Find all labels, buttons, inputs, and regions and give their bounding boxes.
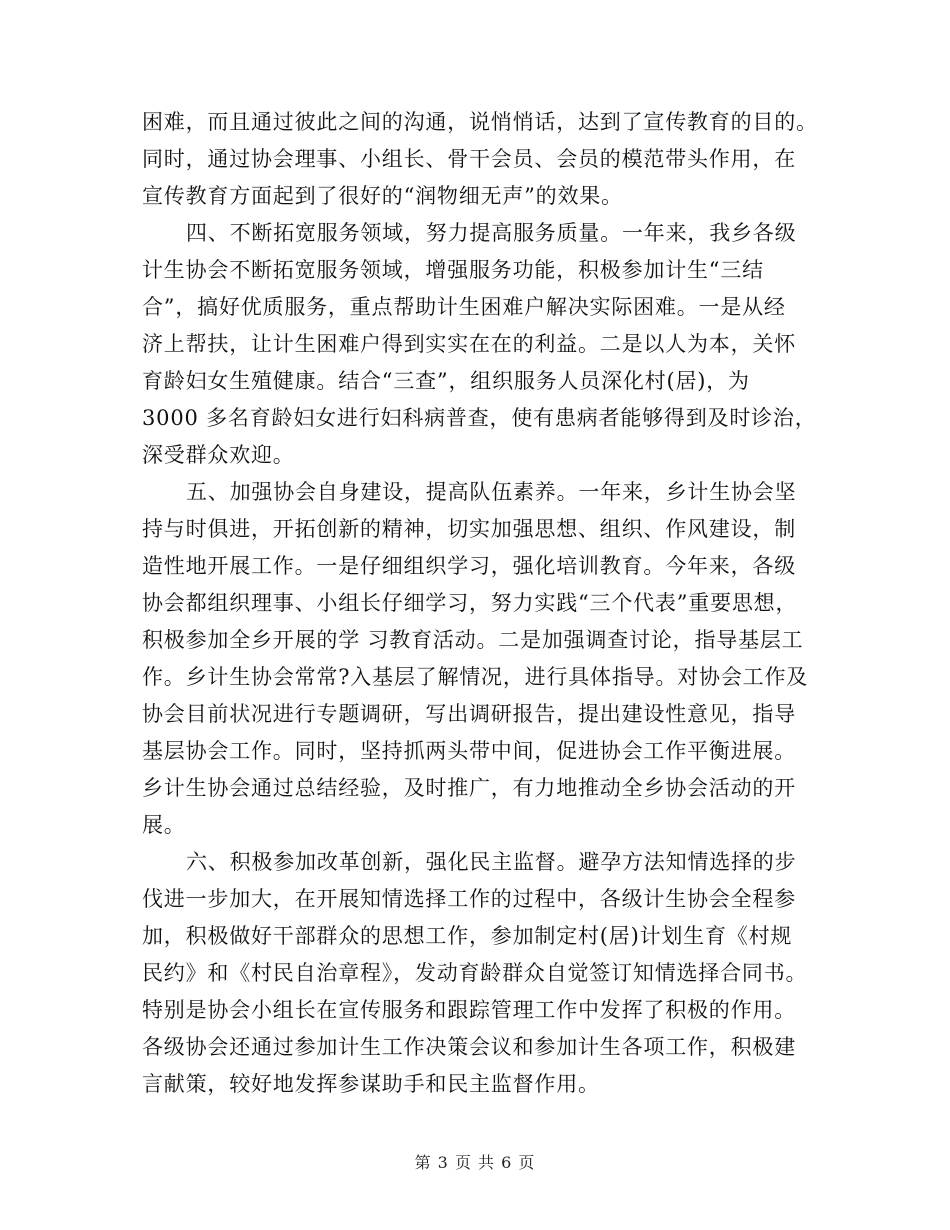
text-line: 积极参加全乡开展的学 习教育活动。二是加强调查讨论，指导基层工 <box>142 628 804 652</box>
text-line: 育龄妇女生殖健康。结合“三查”，组织服务人员深化村(居)，为 <box>142 369 750 393</box>
paragraph-start-line: 六、积极参加改革创新，强化民主监督。避孕方法知情选择的步 <box>186 850 797 874</box>
text-line: 合”，搞好优质服务，重点帮助计生困难户解决实际困难。一是从经 <box>142 295 786 319</box>
text-line: 协会都组织理事、小组长仔细学习，努力实践“三个代表”重要思想， <box>142 591 798 615</box>
text-line: 民约》和《村民自治章程》，发动育龄群众自觉签订知情选择合同书。 <box>142 961 808 985</box>
text-line: 特别是协会小组长在宣传服务和跟踪管理工作中发挥了积极的作用。 <box>142 998 796 1022</box>
page-number-footer: 第 3 页 共 6 页 <box>414 1153 536 1172</box>
paragraph-start-line: 五、加强协会自身建设，提高队伍素养。一年来，乡计生协会坚 <box>186 480 797 504</box>
text-line: 协会目前状况进行专题调研，写出调研报告，提出建设性意见，指导 <box>142 702 796 726</box>
text-line: 各级协会还通过参加计生工作决策会议和参加计生各项工作，积极建 <box>142 1035 796 1059</box>
text-line: 同时，通过协会理事、小组长、骨干会员、会员的模范带头作用，在 <box>142 147 796 171</box>
text-line: 宣传教育方面起到了很好的“润物细无声”的效果。 <box>142 184 623 208</box>
text-line: 持与时俱进，开拓创新的精神，切实加强思想、组织、作风建设，制 <box>142 517 796 541</box>
paragraph-start-line: 四、不断拓宽服务领域，努力提高服务质量。一年来，我乡各级 <box>186 221 797 245</box>
text-line: 计生协会不断拓宽服务领域，增强服务功能，积极参加计生“三结 <box>142 258 764 282</box>
text-line: 伐进一步加大，在开展知情选择工作的过程中，各级计生协会全程参 <box>142 887 796 911</box>
text-line: 深受群众欢迎。 <box>142 443 295 467</box>
text-line: 造性地开展工作。一是仔细组织学习，强化培训教育。今年来，各级 <box>142 554 796 578</box>
text-line: 展。 <box>142 813 186 837</box>
text-line: 言献策，较好地发挥参谋助手和民主监督作用。 <box>142 1072 600 1096</box>
text-line: 困难，而且通过彼此之间的沟通，说悄悄话，达到了宣传教育的目的。 <box>142 110 818 134</box>
text-line: 基层协会工作。同时，坚持抓两头带中间，促进协会工作平衡进展。 <box>142 739 796 763</box>
text-line: 3000 多名育龄妇女进行妇科病普查，使有患病者能够得到及时诊治， <box>142 406 817 430</box>
text-line: 乡计生协会通过总结经验，及时推广，有力地推动全乡协会活动的开 <box>142 776 796 800</box>
document-body <box>142 104 818 1103</box>
text-line: 济上帮扶，让计生困难户得到实实在在的利益。二是以人为本，关怀 <box>142 332 796 356</box>
text-line: 加，积极做好干部群众的思想工作，参加制定村(居)计划生育《村规 <box>142 924 793 948</box>
text-line: 作。乡计生协会常常?入基层了解情况，进行具体指导。对协会工作及 <box>142 665 809 689</box>
